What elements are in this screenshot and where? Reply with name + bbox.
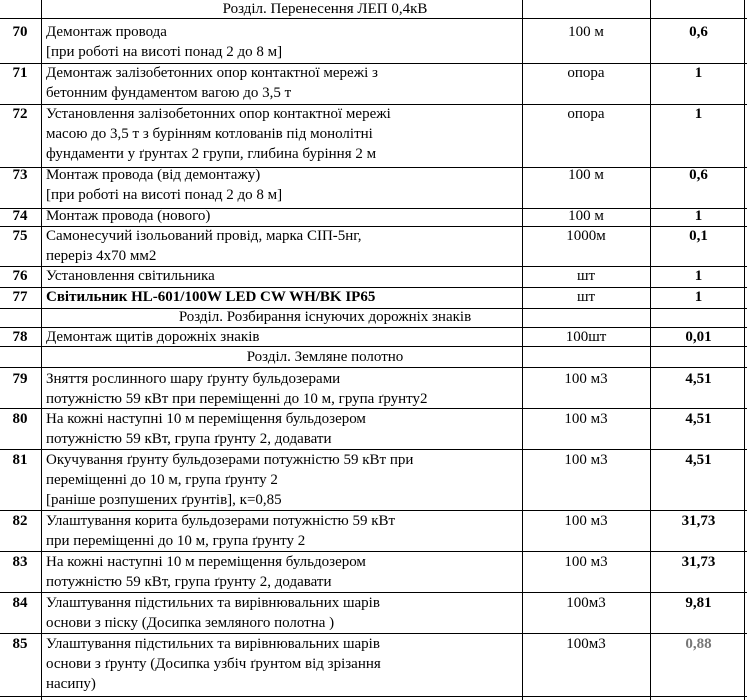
row-description <box>46 165 522 205</box>
description-line: переріз 4х70 мм2 <box>46 248 157 264</box>
row-description <box>46 369 522 409</box>
row-description <box>46 593 522 633</box>
row-unit: 100м3 <box>566 595 606 611</box>
row-unit: 100м3 <box>566 636 606 652</box>
row-description <box>46 409 522 449</box>
description-line: Улаштування підстильних та вирівнювальних шарів <box>46 595 380 611</box>
row-number: 83 <box>12 554 28 570</box>
row-quantity: 0,88 <box>685 636 712 652</box>
section-heading: Розділ. Земляне полотно <box>246 349 404 365</box>
row-description <box>46 552 522 592</box>
row-unit: 100 м <box>568 24 604 40</box>
description-line: Установлення світильника <box>46 268 215 284</box>
row-unit: опора <box>567 65 605 81</box>
description-line: масою до 3,5 т з бурінням котлованів під монолітні <box>46 126 373 142</box>
description-line: при переміщенні до 10 м, група ґрунту 2 <box>46 533 306 549</box>
row-quantity: 0,01 <box>685 329 712 345</box>
row-number: 75 <box>12 228 28 244</box>
row-quantity: 31,73 <box>681 513 716 529</box>
description-line: Світильник HL-601/100W LED CW WH/BK IP65 <box>46 289 376 305</box>
description-line: основи з ґрунту (Досипка узбіч ґрунтом від зрізання <box>46 656 381 672</box>
description-line: насипу) <box>46 676 96 692</box>
row-description <box>46 450 522 510</box>
row-number: 73 <box>12 167 28 183</box>
row-description <box>46 327 522 347</box>
row-number: 76 <box>12 268 28 284</box>
row-quantity: 9,81 <box>685 595 712 611</box>
row-quantity: 1 <box>694 106 703 122</box>
row-description <box>46 287 522 307</box>
section-heading: Розділ. Розбирання існуючих дорожніх знаків <box>178 309 472 325</box>
row-quantity: 1 <box>694 289 703 305</box>
row-unit: 100 м3 <box>564 554 608 570</box>
description-line: Установлення залізобетонних опор контактної мережі <box>46 106 391 122</box>
description-line: Окучування ґрунту бульдозерами потужністю 59 кВт при <box>46 452 414 468</box>
row-number: 81 <box>12 452 28 468</box>
row-number: 84 <box>12 595 28 611</box>
row-number: 70 <box>12 24 28 40</box>
row-unit: 100 м3 <box>564 411 608 427</box>
description-line: Монтаж провода (від демонтажу) <box>46 167 261 183</box>
row-number: 85 <box>12 636 28 652</box>
row-unit: 100 м <box>568 167 604 183</box>
row-quantity: 0,6 <box>689 167 708 183</box>
description-line: Демонтаж провода <box>46 24 167 40</box>
description-line: Монтаж провода (нового) <box>46 208 211 224</box>
description-line: потужністю 59 кВт, група ґрунту 2, додавати <box>46 574 332 590</box>
row-description <box>46 22 522 62</box>
description-line: фундаменти у ґрунтах 2 групи, глибина буріння 2 м <box>46 146 377 162</box>
row-number: 72 <box>12 106 28 122</box>
row-number: 77 <box>12 289 28 305</box>
description-line: [при роботі на висоті понад 2 до 8 м] <box>46 187 283 203</box>
row-quantity: 0,1 <box>689 228 708 244</box>
row-quantity: 4,51 <box>685 452 712 468</box>
description-line: [раніше розпушених ґрунтів], к=0,85 <box>46 492 282 508</box>
row-unit: 1000м <box>566 228 606 244</box>
description-line: бетонним фундаментом вагою до 3,5 т <box>46 85 292 101</box>
row-number: 79 <box>12 371 28 387</box>
description-line: Зняття рослинного шару ґрунту бульдозерами <box>46 371 341 387</box>
row-description <box>46 511 522 551</box>
row-unit: опора <box>567 106 605 122</box>
row-unit: 100 м <box>568 208 604 224</box>
row-description <box>46 226 522 266</box>
row-quantity: 0,6 <box>689 24 708 40</box>
row-number: 74 <box>12 208 28 224</box>
row-number: 80 <box>12 411 28 427</box>
row-unit: 100 м3 <box>564 452 608 468</box>
description-line: потужністю 59 кВт, група ґрунту 2, додавати <box>46 431 332 447</box>
row-description <box>46 63 522 103</box>
row-quantity: 31,73 <box>681 554 716 570</box>
row-description <box>46 634 522 694</box>
description-line: Самонесучий ізольований провід, марка СІП-5нг, <box>46 228 362 244</box>
description-line: Улаштування підстильних та вирівнювальних шарів <box>46 636 380 652</box>
description-line: основи з піску (Досипка земляного полотна ) <box>46 615 335 631</box>
description-line: [при роботі на висоті понад 2 до 8 м] <box>46 44 283 60</box>
row-description <box>46 104 522 164</box>
row-unit: шт <box>576 268 596 284</box>
description-line: переміщенні до 10 м, група ґрунту 2 <box>46 472 278 488</box>
description-line: Демонтаж залізобетонних опор контактної мережі з <box>46 65 378 81</box>
description-line: На кожні наступні 10 м переміщення бульдозером <box>46 411 366 427</box>
row-quantity: 4,51 <box>685 371 712 387</box>
row-divider <box>0 367 747 368</box>
row-number: 71 <box>12 65 28 81</box>
description-line: Демонтаж щитів дорожніх знаків <box>46 329 260 345</box>
row-number: 82 <box>12 513 28 529</box>
row-divider <box>0 696 747 697</box>
row-quantity: 1 <box>694 268 703 284</box>
row-number: 78 <box>12 329 28 345</box>
row-quantity: 1 <box>694 65 703 81</box>
row-unit: 100шт <box>565 329 607 345</box>
row-description <box>46 266 522 286</box>
section-heading: Розділ. Перенесення ЛЕП 0,4кВ <box>222 1 428 17</box>
row-unit: 100 м3 <box>564 371 608 387</box>
row-quantity: 4,51 <box>685 411 712 427</box>
row-quantity: 1 <box>694 208 703 224</box>
description-line: потужністю 59 кВт при переміщенні до 10 м, група ґрунту2 <box>46 391 428 407</box>
description-line: Улаштування корита бульдозерами потужністю 59 кВт <box>46 513 396 529</box>
row-unit: 100 м3 <box>564 513 608 529</box>
description-line: На кожні наступні 10 м переміщення бульдозером <box>46 554 366 570</box>
row-description <box>46 206 522 226</box>
row-unit: шт <box>576 289 596 305</box>
